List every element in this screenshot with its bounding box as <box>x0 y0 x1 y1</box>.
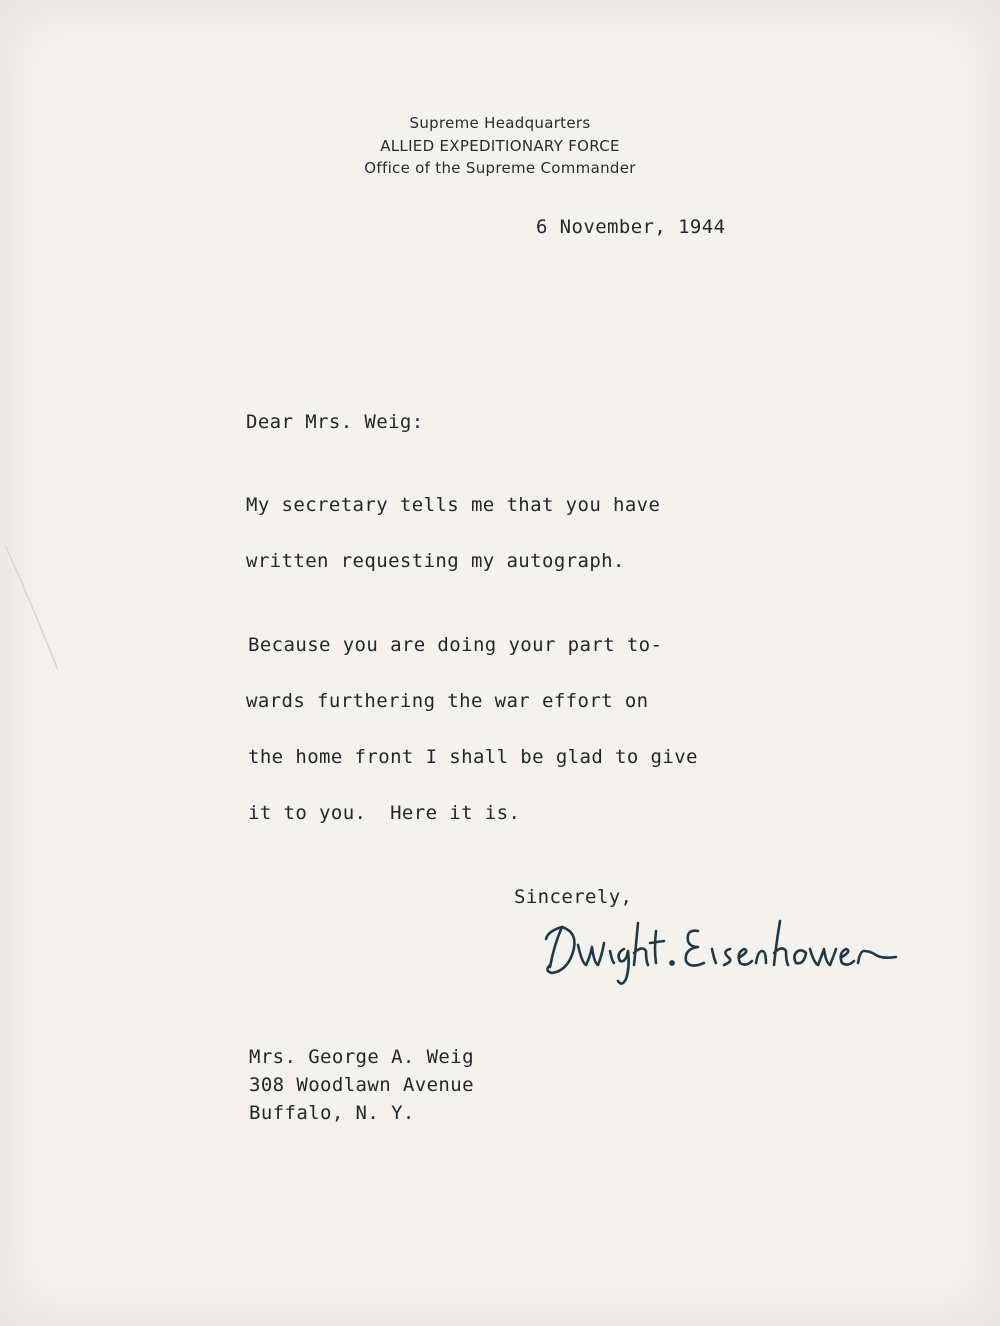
recipient-street: 308 Woodlawn Avenue <box>249 1074 474 1096</box>
paragraph-2-line-1: Because you are doing your part to- <box>248 634 663 656</box>
handwritten-signature <box>540 905 910 1000</box>
letterhead-line-force: ALLIED EXPEDITIONARY FORCE <box>380 136 620 155</box>
paragraph-1-line-1: My secretary tells me that you have <box>246 494 661 516</box>
closing: Sincerely, <box>514 886 633 908</box>
paragraph-2-line-3: the home front I shall be glad to give <box>248 746 698 768</box>
paragraph-1-line-2: written requesting my autograph. <box>246 550 625 572</box>
salutation: Dear Mrs. Weig: <box>246 411 424 433</box>
letter-date: 6 November, 1944 <box>536 216 726 238</box>
letterhead-line-hq: Supreme Headquarters <box>409 114 591 132</box>
letterhead-line-office: Office of the Supreme Commander <box>364 159 636 177</box>
letterhead <box>0 112 1000 180</box>
paragraph-2-line-2: wards furthering the war effort on <box>246 690 649 712</box>
paragraph-2-line-4: it to you. Here it is. <box>248 802 521 824</box>
recipient-name: Mrs. George A. Weig <box>249 1046 474 1068</box>
recipient-city: Buffalo, N. Y. <box>249 1102 415 1124</box>
paper-crease-mark <box>0 540 70 680</box>
